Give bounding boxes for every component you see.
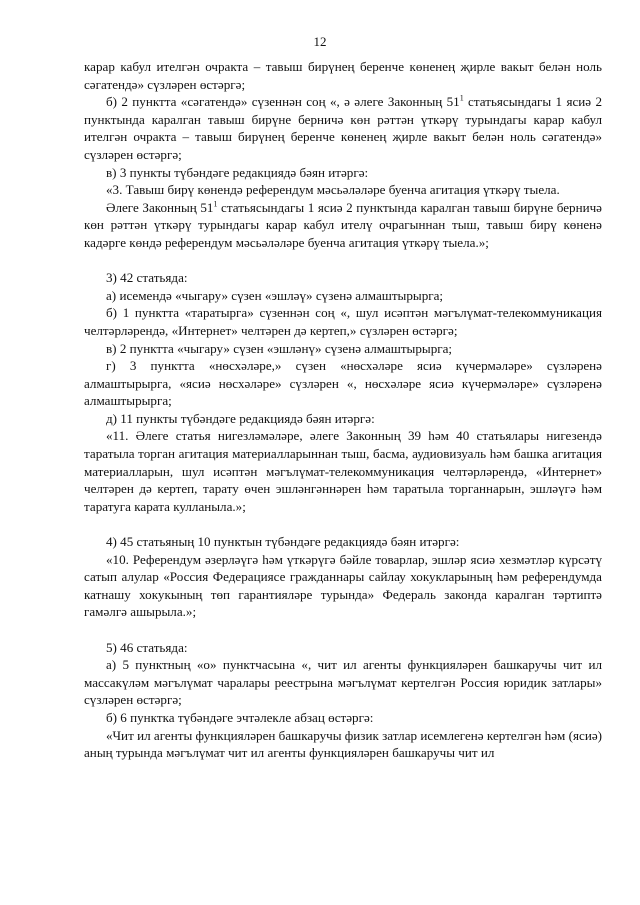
paragraph: «Чит ил агенты функцияләрен башкаручы физик затлар исемлегенә кертелгән һәм (ясиә) аның турында мәгълүмат чит ил агенты функцияләрен башкаручы чит ил bbox=[84, 727, 602, 761]
document-body bbox=[84, 58, 602, 762]
paragraph: б) 1 пунктта «таратырга» сүзеннән соң «, шул исәптән мәгълүмат-телекоммуникация челтәрләрендә, «Интернет» челтәрен дә кертеп,» сүзләрен өстәргә; bbox=[84, 305, 602, 338]
paragraph: д) 11 пункты түбәндәге редакциядә бәян итәргә: bbox=[106, 410, 375, 426]
page-number: 12 bbox=[313, 34, 327, 49]
paragraph: б) 6 пунктка түбәндәге эчтәлекле абзац өстәргә: bbox=[106, 709, 374, 725]
paragraph-text: статьясындагы 1 ясиә 2 пунктында каралган тавыш бирүне берничә көн рәттән үткәрү турындагы карар кабул ителү очрагыннан тыш, тавыш бирү көненә кадәрге көндә референдум мәсьәләләре буенча агитация үткәрү тыела.»; bbox=[84, 199, 602, 250]
paragraph: 5) 46 статьяда: bbox=[106, 639, 188, 655]
paragraph: «3. Тавыш бирү көнендә референдум мәсьәләләре буенча агитация үткәрү тыела. bbox=[106, 182, 560, 198]
paragraph bbox=[84, 93, 602, 163]
paragraph-text: статьясындагы 1 ясиә 2 пунктында каралган тавыш бирүне берничә көн рәттән үткәрү турындагы карар кабул ителгән очракта – тавыш бирүнең беренче көненең җирле вакыт белән ноль сәгатендә» сүзләрен өстәргә; bbox=[84, 94, 602, 162]
paragraph: в) 2 пунктта «чыгару» сүзен «эшләнү» сүзенә алмаштырырга; bbox=[106, 340, 453, 356]
paragraph: «11. Әлеге статья нигезләмәләре, әлеге Законның 39 һәм 40 статьялары нигезендә таратыла торган агитация материалларыннан тыш, басма, аудиовизуаль һәм башка агитация материалларын, шул исәптән мәгълүмат-телекоммуникация челтәрләрендә, «Интернет» челтәрен дә кертеп, тарату өчен эшләнгәннәрен һәм таратыла торганнарын, эшләүгә һәм таратуга карата кулланыла.»; bbox=[84, 428, 602, 514]
paragraph: а) 5 пунктның «о» пунктчасына «, чит ил агенты функцияләрен башкаручы чит ил массакүләм мәгълүмат чаралары реестрына мәгълүмат кертелгән Россия юридик затлары» сүзләрен өстәргә; bbox=[84, 657, 602, 708]
paragraph: 3) 42 статьяда: bbox=[106, 270, 188, 286]
paragraph-text: б) 2 пунктта «сәгатендә» сүзеннән соң «, ә әлеге Законның 51 bbox=[106, 94, 460, 110]
paragraph: в) 3 пункты түбәндәге редакциядә бәян итәргә: bbox=[106, 164, 369, 180]
superscript: 1 bbox=[213, 199, 218, 209]
paragraph bbox=[84, 199, 602, 252]
paragraph: а) исемендә «чыгару» сүзен «эшләү» сүзенә алмаштырырга; bbox=[106, 287, 444, 303]
paragraph-text: Әлеге Законның 51 bbox=[106, 199, 214, 215]
paragraph: г) 3 пунктта «нөсхәләре,» сүзен «нөсхәләре ясиә күчермәләре» сүзләренә алмаштырырга, «ясиә нөсхәләре» сүзләрен «, нөсхәләре ясиә күчермәләре» сүзләренә алмаштырырга; bbox=[84, 358, 602, 409]
paragraph: 4) 45 статьяның 10 пунктын түбәндәге редакциядә бәян итәргә: bbox=[106, 534, 460, 550]
paragraph: карар кабул ителгән очракта – тавыш бирүнең беренче көненең җирле вакыт белән ноль сәгатендә» сүзләрен өстәргә; bbox=[84, 59, 602, 92]
superscript: 1 bbox=[459, 93, 464, 103]
paragraph: «10. Референдум әзерләүгә һәм үткәрүгә бәйле товарлар, эшләр ясиә хезмәтләр күрсәтү сатып алулар «Россия Федерациясе гражданнары сайлау хокукларының һәм референдумда катнашу хокукының төп гарантияләре турында» Федераль законда каралган тәртиптә гамәлгә ашырыла.»; bbox=[84, 551, 602, 620]
